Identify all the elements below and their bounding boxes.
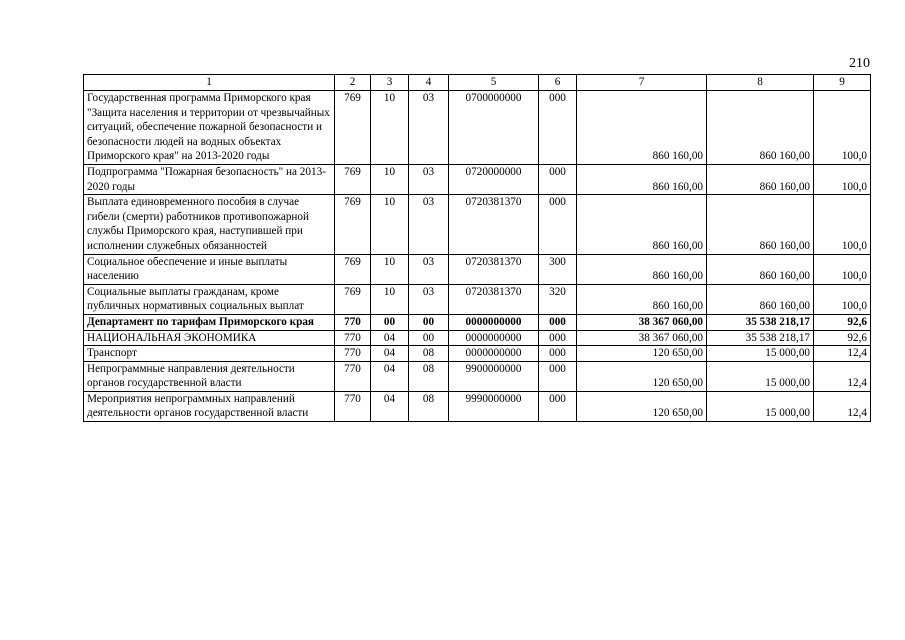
table-row xyxy=(84,330,871,346)
code-cell-2: 770 xyxy=(335,346,371,362)
amount-cell-actual: 35 538 218,17 xyxy=(707,330,814,346)
header-cell-4: 4 xyxy=(409,75,449,91)
code-cell-3: 10 xyxy=(371,164,409,194)
code-cell-2: 770 xyxy=(335,361,371,391)
table-row xyxy=(84,314,871,330)
code-cell-2: 769 xyxy=(335,91,371,165)
code-cell-5: 0720381370 xyxy=(449,284,539,314)
amount-cell-actual: 15 000,00 xyxy=(707,391,814,421)
amount-cell-actual: 860 160,00 xyxy=(707,91,814,165)
code-cell-3: 04 xyxy=(371,330,409,346)
code-cell-4: 03 xyxy=(409,284,449,314)
code-cell-4: 00 xyxy=(409,314,449,330)
amount-cell-plan: 860 160,00 xyxy=(577,91,707,165)
header-cell-2: 2 xyxy=(335,75,371,91)
amount-cell-plan: 38 367 060,00 xyxy=(577,314,707,330)
code-cell-4: 00 xyxy=(409,330,449,346)
row-name-cell: Мероприятия непрограммных направлений деятельности органов государственной власти xyxy=(84,391,335,421)
table-row xyxy=(84,91,871,165)
code-cell-5: 0720000000 xyxy=(449,164,539,194)
code-cell-5: 0720381370 xyxy=(449,254,539,284)
amount-cell-plan: 120 650,00 xyxy=(577,346,707,362)
code-cell-6: 000 xyxy=(539,330,577,346)
percent-cell: 100,0 xyxy=(814,91,871,165)
amount-cell-plan: 860 160,00 xyxy=(577,164,707,194)
percent-cell: 92,6 xyxy=(814,330,871,346)
header-cell-3: 3 xyxy=(371,75,409,91)
code-cell-4: 08 xyxy=(409,391,449,421)
amount-cell-actual: 15 000,00 xyxy=(707,346,814,362)
code-cell-3: 04 xyxy=(371,346,409,362)
code-cell-4: 08 xyxy=(409,361,449,391)
amount-cell-actual: 860 160,00 xyxy=(707,164,814,194)
code-cell-6: 000 xyxy=(539,391,577,421)
code-cell-4: 03 xyxy=(409,195,449,254)
code-cell-3: 00 xyxy=(371,314,409,330)
table-row xyxy=(84,195,871,254)
code-cell-5: 0700000000 xyxy=(449,91,539,165)
code-cell-6: 000 xyxy=(539,314,577,330)
code-cell-2: 770 xyxy=(335,314,371,330)
percent-cell: 100,0 xyxy=(814,254,871,284)
code-cell-6: 000 xyxy=(539,195,577,254)
code-cell-3: 10 xyxy=(371,195,409,254)
row-name-cell: Подпрограмма "Пожарная безопасность" на 2013-2020 годы xyxy=(84,164,335,194)
row-name-cell: Транспорт xyxy=(84,346,335,362)
code-cell-6: 000 xyxy=(539,164,577,194)
code-cell-4: 08 xyxy=(409,346,449,362)
code-cell-5: 0000000000 xyxy=(449,346,539,362)
table-row xyxy=(84,284,871,314)
percent-cell: 100,0 xyxy=(814,195,871,254)
amount-cell-actual: 35 538 218,17 xyxy=(707,314,814,330)
amount-cell-actual: 860 160,00 xyxy=(707,195,814,254)
row-name-cell: Государственная программа Приморского края "Защита населения и территории от чрезвычайных ситуаций, обеспечение пожарной безопасности и безопасности людей на водных объектах Приморского края" на 2013-2020 годы xyxy=(84,91,335,165)
code-cell-3: 10 xyxy=(371,91,409,165)
row-name-cell: Социальные выплаты гражданам, кроме публичных нормативных социальных выплат xyxy=(84,284,335,314)
amount-cell-plan: 860 160,00 xyxy=(577,254,707,284)
amount-cell-plan: 120 650,00 xyxy=(577,391,707,421)
percent-cell: 92,6 xyxy=(814,314,871,330)
code-cell-5: 0720381370 xyxy=(449,195,539,254)
code-cell-5: 0000000000 xyxy=(449,330,539,346)
header-cell-8: 8 xyxy=(707,75,814,91)
header-cell-6: 6 xyxy=(539,75,577,91)
percent-cell: 12,4 xyxy=(814,391,871,421)
code-cell-2: 769 xyxy=(335,164,371,194)
table-row xyxy=(84,361,871,391)
code-cell-6: 000 xyxy=(539,361,577,391)
code-cell-3: 04 xyxy=(371,391,409,421)
row-name-cell: Департамент по тарифам Приморского края xyxy=(84,314,335,330)
header-cell-5: 5 xyxy=(449,75,539,91)
percent-cell: 100,0 xyxy=(814,164,871,194)
row-name-cell: Социальное обеспечение и иные выплаты населению xyxy=(84,254,335,284)
amount-cell-actual: 860 160,00 xyxy=(707,284,814,314)
code-cell-3: 04 xyxy=(371,361,409,391)
budget-table xyxy=(83,74,871,422)
code-cell-2: 770 xyxy=(335,330,371,346)
code-cell-4: 03 xyxy=(409,254,449,284)
header-cell-1: 1 xyxy=(84,75,335,91)
code-cell-2: 770 xyxy=(335,391,371,421)
table-body xyxy=(84,75,871,422)
header-cell-7: 7 xyxy=(577,75,707,91)
header-cell-9: 9 xyxy=(814,75,871,91)
table-row xyxy=(84,254,871,284)
code-cell-6: 300 xyxy=(539,254,577,284)
code-cell-6: 000 xyxy=(539,91,577,165)
row-name-cell: НАЦИОНАЛЬНАЯ ЭКОНОМИКА xyxy=(84,330,335,346)
amount-cell-actual: 15 000,00 xyxy=(707,361,814,391)
percent-cell: 100,0 xyxy=(814,284,871,314)
amount-cell-plan: 120 650,00 xyxy=(577,361,707,391)
code-cell-3: 10 xyxy=(371,284,409,314)
code-cell-2: 769 xyxy=(335,195,371,254)
header-row xyxy=(84,75,871,91)
code-cell-5: 9900000000 xyxy=(449,361,539,391)
row-name-cell: Непрограммные направления деятельности органов государственной власти xyxy=(84,361,335,391)
code-cell-5: 0000000000 xyxy=(449,314,539,330)
code-cell-2: 769 xyxy=(335,254,371,284)
table-row xyxy=(84,164,871,194)
percent-cell: 12,4 xyxy=(814,361,871,391)
table-row xyxy=(84,391,871,421)
code-cell-6: 320 xyxy=(539,284,577,314)
amount-cell-plan: 860 160,00 xyxy=(577,195,707,254)
code-cell-4: 03 xyxy=(409,164,449,194)
page-number: 210 xyxy=(849,56,870,71)
amount-cell-plan: 38 367 060,00 xyxy=(577,330,707,346)
row-name-cell: Выплата единовременного пособия в случае гибели (смерти) работников противопожарной службы Приморского края, наступившей при исполнении служебных обязанностей xyxy=(84,195,335,254)
table-row xyxy=(84,346,871,362)
amount-cell-plan: 860 160,00 xyxy=(577,284,707,314)
code-cell-6: 000 xyxy=(539,346,577,362)
code-cell-5: 9990000000 xyxy=(449,391,539,421)
percent-cell: 12,4 xyxy=(814,346,871,362)
code-cell-4: 03 xyxy=(409,91,449,165)
code-cell-3: 10 xyxy=(371,254,409,284)
amount-cell-actual: 860 160,00 xyxy=(707,254,814,284)
code-cell-2: 769 xyxy=(335,284,371,314)
